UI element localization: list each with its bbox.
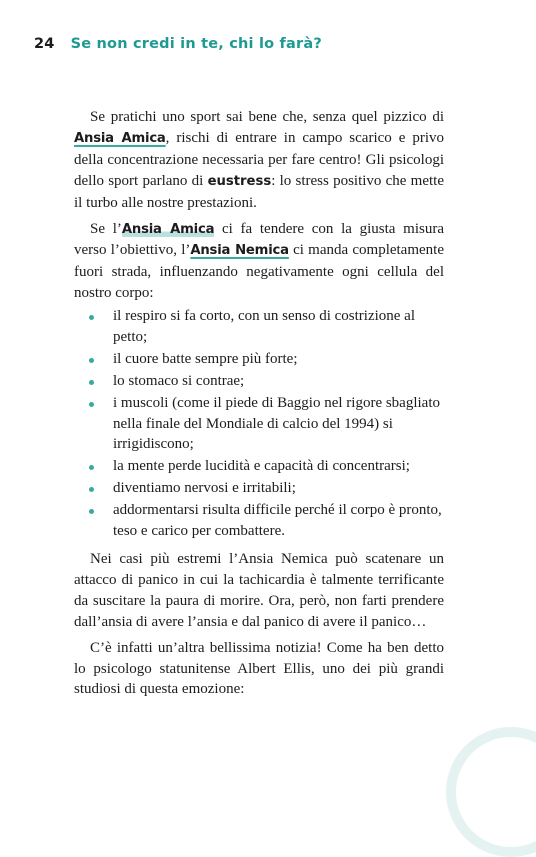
running-title: Se non credi in te, chi lo farà? — [70, 36, 322, 52]
highlight-ansia-amica-2: Ansia Amica — [121, 221, 215, 237]
highlight-ansia-nemica: Ansia Nemica — [190, 243, 289, 259]
bullet-icon — [89, 487, 94, 492]
bullet-icon — [89, 402, 94, 407]
page-number: 24 — [34, 36, 55, 52]
list-item: i muscoli (come il piede di Baggio nel rigore sbagliato nella finale del Mondiale di calcio del 1994) si irrigidiscono; — [74, 393, 444, 456]
list-item: addormentarsi risulta difficile perché il corpo è pronto, teso e carico per combattere. — [74, 500, 444, 542]
bullet-icon — [89, 315, 94, 320]
running-header — [34, 36, 322, 52]
bold-eustress: eustress — [207, 173, 272, 189]
decorative-circle — [446, 727, 536, 857]
list-item: il cuore batte sempre più forte; — [74, 349, 444, 370]
list-item: diventiamo nervosi e irritabili; — [74, 478, 444, 499]
paragraph-ansia-nemica: Se l’Ansia Amica ci fa tendere con la giusta misura verso l’obiettivo, l’Ansia Nemica ci manda completamente fuori strada, influenzando negativamente ogni cellula del nostro corpo: — [74, 220, 444, 302]
paragraph-panico: Nei casi più estremi l’Ansia Nemica può scatenare un attacco di panico in cui la tachicardia è talmente terrificante da suscitare la paura di morire. Ora, però, non farti prendere dall’ansia di avere l’ansia e dal panico di avere il panico… — [74, 551, 444, 630]
highlight-ansia-amica: Ansia Amica — [74, 130, 166, 146]
list-item: lo stomaco si contrae; — [74, 371, 444, 392]
list-item: il respiro si fa corto, con un senso di costrizione al petto; — [74, 306, 444, 348]
list-item: la mente perde lucidità e capacità di concentrarsi; — [74, 456, 444, 477]
bullet-icon — [89, 509, 94, 514]
bullet-icon — [89, 358, 94, 363]
paragraph-albert-ellis: C’è infatti un’altra bellissima notizia! Come ha ben detto lo psicologo statunitense Albert Ellis, uno dei più grandi studiosi di questa emozione: — [74, 639, 444, 698]
symptoms-list — [74, 306, 444, 543]
paragraph-eustress: Se pratichi uno sport sai bene che, senza quel pizzico di Ansia Amica, rischi di entrare in campo scarico e privo della concentrazione necessaria per fare centro! Gli psicologi dello sport parlano di eustress: lo stress positivo che mette il turbo alle nostre prestazioni. — [74, 109, 444, 211]
body-text-top — [74, 107, 444, 304]
bullet-icon — [89, 380, 94, 385]
bullet-icon — [89, 465, 94, 470]
body-text-bottom — [74, 549, 444, 700]
